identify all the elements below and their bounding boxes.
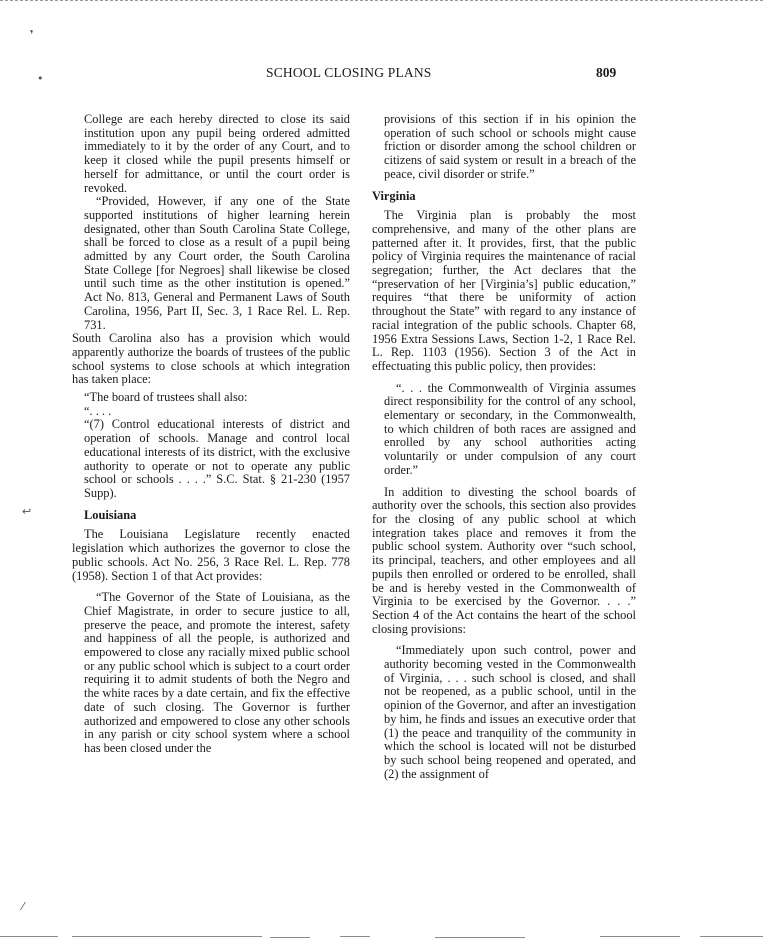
scan-line (600, 936, 680, 937)
scan-line (0, 936, 58, 937)
scan-mark: • (37, 72, 44, 85)
paragraph: “The Governor of the State of Louisiana, as the Chief Magistrate, in order to secure justice to all, preserve the peace, and promote the interest, safety and happiness of all the people, is authorized and empowered to close any racially mixed public school or any public school which is subject to a court order requiring it to admit students of both the Negro and the white races by a date certain, and fix the effective date of such closing. The Governor is further authorized and empowered to close any other schools in any parish or city school system where a school has been closed under the (84, 590, 350, 755)
page-top-border (0, 0, 763, 1)
scan-mark: ↩ (22, 505, 32, 518)
paragraph: South Carolina also has a provision which would apparently authorize the boards of trustees of the public school systems to close schools at which integration has taken place: (72, 331, 350, 387)
page-number: 809 (596, 65, 617, 80)
scan-line (340, 936, 370, 937)
paragraph: “(7) Control educational interests of district and operation of schools. Manage and control local educational interests of its district, with the exclusive authority to operate or not to operate any public school or schools . . . .” S.C. Stat. § 21-230 (1957 Supp). (84, 417, 350, 500)
scan-line (72, 936, 262, 937)
scan-line (700, 936, 763, 937)
paragraph: “. . . . (84, 403, 112, 418)
left-column (72, 113, 350, 756)
paragraph: provisions of this section if in his opinion the operation of such school or schools might cause friction or disorder among the school children or citizens of said system or result in a breach of the peace, civil disorder or strife.” (384, 112, 636, 181)
scan-mark: ⁄ (22, 900, 24, 913)
paragraph: The Virginia plan is probably the most comprehensive, and many of the other plans are patterned after it. It provides, first, that the public policy of Virginia requires the maintenance of racial segregation; further, the Act declares that the “preservation of her [Virginia’s] public education,” requires “that there be uniformity of action throughout the State” with regard to any instance of racial integration of the public schools. Chapter 68, 1956 Extra Sessions Laws, Section 1-2, 1 Race Rel. L. Rep. 1103 (1956). Section 3 of the Act in effectuating this public policy, then provides: (372, 208, 636, 373)
paragraph: College are each hereby directed to close its said institution upon any pupil being ordered admitted immediately to it by the order of any Court, and to keep it closed while the pupil presents himself or herself for admittance, or until the court order is revoked. (84, 112, 350, 195)
right-column (372, 113, 636, 781)
scan-mark: ❜ (30, 28, 34, 41)
section-heading-virginia: Virginia (372, 188, 416, 203)
scan-line (435, 937, 525, 938)
paragraph: “Immediately upon such control, power and authority becoming vested in the Commonwealth of Virginia, . . . such school is closed, and shall not be reopened, as a public school, until in the opinion of the Governor, and after an investigation by him, he finds and issues an executive order that (1) the peace and tranquility of the community in which the school is located will not be disturbed by such school being reopened and operated, and (2) the assignment of (384, 643, 636, 781)
paragraph: In addition to divesting the school boards of authority over the schools, this section also provides for the closing of any public school at which integration takes place and removes it from the public school system. Authority over “such school, its principal, teachers, and other employees and all pupils then enrolled or ordered to be enrolled, shall be and is hereby vested in the Commonwealth of Virginia to be exercised by the Governor. . . .” Section 4 of the Act contains the heart of the school closing provisions: (372, 484, 636, 636)
paragraph: The Louisiana Legislature recently enacted legislation which authorizes the governor to close the public schools. Act No. 256, 3 Race Rel. L. Rep. 778 (1958). Section 1 of that Act provides: (72, 527, 350, 583)
section-heading-louisiana: Louisiana (84, 507, 137, 522)
running-header-title: SCHOOL CLOSING PLANS (266, 65, 432, 80)
paragraph: “Provided, However, if any one of the State supported institutions of higher learning herein designated, other than South Carolina State College, shall be forced to close as a result of a pupil being admitted by any Court order, the South Carolina State College [for Negroes] shall likewise be closed until such time as the other institution is opened.” Act No. 813, General and Permanent Laws of South Carolina, 1956, Part II, Sec. 3, 1 Race Rel. L. Rep. 731. (84, 194, 350, 332)
scan-line (270, 937, 310, 938)
paragraph: “. . . the Commonwealth of Virginia assumes direct responsibility for the control of any school, elementary or secondary, in the Commonwealth, to which children of both races are assigned and enrolled by any school authorities acting voluntarily or under compulsion of any court order.” (384, 380, 636, 477)
paragraph: “The board of trustees shall also: (84, 390, 248, 405)
